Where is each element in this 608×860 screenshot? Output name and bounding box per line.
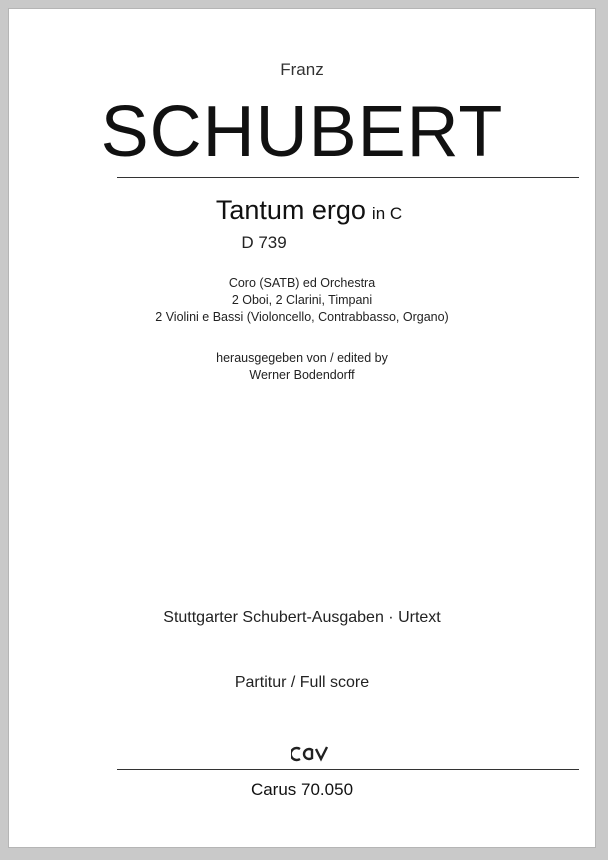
top-divider: [117, 177, 579, 178]
work-key: in C: [371, 204, 403, 223]
scoring-line: Coro (SATB) ed Orchestra: [228, 276, 376, 290]
publisher-catalog-number: Carus 70.050: [250, 780, 354, 799]
catalog-number: D 739: [241, 233, 287, 252]
composer-first-name: Franz: [280, 60, 324, 79]
editor-block: [9, 350, 595, 384]
bottom-divider: [117, 769, 579, 770]
score-cover: [8, 8, 596, 848]
scoring-line: 2 Oboi, 2 Clarini, Timpani: [231, 293, 373, 307]
editor-name: Werner Bodendorff: [249, 368, 355, 382]
scoring-block: [9, 275, 595, 326]
work-title: Tantum ergo: [215, 195, 366, 225]
composer-last-name: SCHUBERT: [100, 92, 504, 172]
carus-logo-icon: [291, 745, 329, 763]
score-format: Partitur / Full score: [234, 674, 370, 691]
editor-label: herausgegeben von / edited by: [216, 351, 388, 365]
scoring-line: 2 Violini e Bassi (Violoncello, Contrabbasso, Organo): [155, 310, 449, 324]
series-title: Stuttgarter Schubert-Ausgaben · Urtext: [163, 609, 441, 626]
work-title-row: [209, 195, 409, 226]
